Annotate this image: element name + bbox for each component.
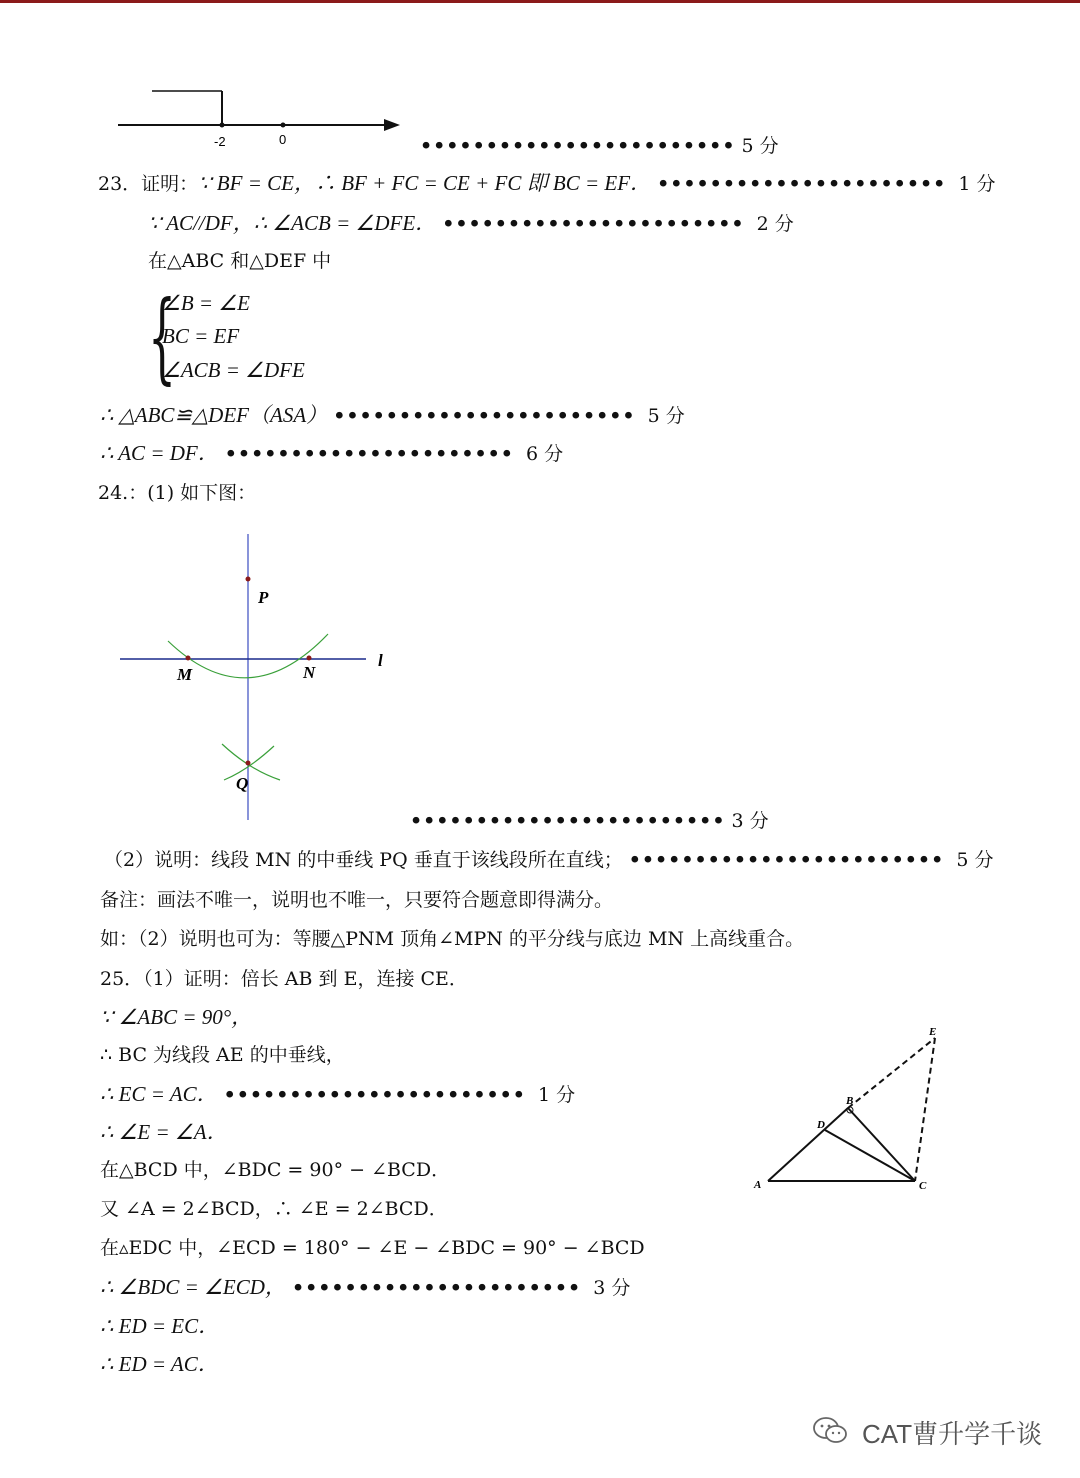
q25-line9-text: ∴ ∠BDC = ∠ECD，: [100, 1275, 286, 1299]
q24-note: 备注：画法不唯一，说明也不唯一，只要符合题意即得满分。: [100, 889, 614, 911]
tri-label-d: D: [817, 1119, 825, 1131]
q23-line1: 23．证明：∵ BF = CE，∴ BF + FC = CE + FC 即 BC = EF． •••••••••••••••••••••• 1 分: [98, 171, 996, 195]
q24-line2-text: （2）说明：线段 MN 的中垂线 PQ 垂直于该线段所在直线；: [104, 849, 623, 871]
q25-line9: ∴ ∠BDC = ∠ECD， •••••••••••••••••••••• 3 分: [100, 1275, 631, 1299]
system-eq1: ∠B = ∠E: [162, 291, 250, 315]
system-eq3: ∠ACB = ∠DFE: [162, 358, 305, 382]
q25-line2: ∵ ∠ABC = 90°，: [100, 1005, 253, 1029]
q24-line2: （2）说明：线段 MN 的中垂线 PQ 垂直于该线段所在直线； •••••••••••••••••••••••• 5 分: [104, 849, 994, 871]
label-p: P: [258, 588, 269, 607]
q23-line4-score: 5 分: [647, 405, 685, 427]
q24-line1: 24.：(1) 如下图：: [98, 482, 257, 504]
triangle-figure: [750, 1020, 960, 1200]
q23-line2: ∵ AC//DF，∴ ∠ACB = ∠DFE． ••••••••••••••••••••••• 2 分: [148, 211, 794, 235]
q24-score1: 3 分: [731, 810, 769, 832]
tri-label-c: C: [919, 1180, 927, 1192]
q25-line4-score: 1 分: [538, 1084, 576, 1106]
number-line-figure: [110, 80, 410, 155]
tri-label-e: E: [929, 1026, 937, 1038]
q23-number: 23．证明：: [98, 173, 199, 195]
tick-0: 0: [279, 132, 287, 147]
perpendicular-bisector-figure: [110, 530, 400, 820]
q23-line2-score: 2 分: [756, 213, 794, 235]
numberline-score-line: •••••••••••••••••••••••• 5 分: [420, 135, 779, 157]
q25-line10: ∴ ED = EC．: [100, 1314, 220, 1338]
watermark-text: CAT曹升学千谈: [862, 1419, 1043, 1449]
q23-line3: 在△ABC 和△DEF 中: [148, 250, 332, 272]
q24-line2-score: 5 分: [956, 849, 994, 871]
q23-line4-text: ∴ △ABC≌△DEF（ASA）: [100, 403, 328, 427]
wechat-icon: [812, 1416, 848, 1446]
q24-score1-line: •••••••••••••••••••••••• 3 分: [410, 810, 769, 832]
system-brace: {: [148, 281, 177, 395]
q25-line3: ∴ BC 为线段 AE 的中垂线，: [100, 1044, 345, 1066]
q25-line8: 在▵EDC 中，∠ECD = 180° − ∠E − ∠BDC = 90° − ∠BCD: [100, 1237, 645, 1259]
arc-q1: [222, 744, 280, 780]
q23-line2-text: ∵ AC//DF，∴ ∠ACB = ∠DFE．: [148, 211, 437, 235]
q23-line5-score: 6 分: [526, 443, 564, 465]
q23-line5: ∴ AC = DF． •••••••••••••••••••••• 6 分: [100, 441, 564, 465]
label-q: Q: [236, 774, 249, 793]
label-l: l: [378, 651, 383, 670]
watermark: [812, 1412, 1052, 1452]
top-border: [0, 0, 1080, 3]
q23-line1-text: ∵ BF = CE，∴ BF + FC = CE + FC 即 BC = EF．: [198, 171, 652, 195]
label-m: M: [177, 665, 193, 684]
q25-line5: ∴ ∠E = ∠A．: [100, 1120, 228, 1144]
q25-line7: 又 ∠A = 2∠BCD，∴ ∠E = 2∠BCD．: [100, 1198, 448, 1220]
label-n: N: [303, 663, 316, 682]
q23-line4: ∴ △ABC≌△DEF（ASA） ••••••••••••••••••••••• 5 分: [100, 403, 685, 427]
q25-line11: ∴ ED = AC．: [100, 1352, 219, 1376]
q23-line5-text: ∴ AC = DF．: [100, 441, 219, 465]
system-eq2: BC = EF: [162, 324, 240, 348]
tri-label-b: B: [846, 1095, 854, 1107]
q23-line1-score: 1 分: [958, 173, 996, 195]
q25-line4: ∴ EC = AC． ••••••••••••••••••••••• 1 分: [100, 1082, 576, 1106]
q25-line1: 25．（1）证明：倍长 AB 到 E，连接 CE．: [100, 968, 468, 990]
numberline-score: 5 分: [741, 135, 779, 157]
q24-example: 如：（2）说明也可为：等腰△PNM 顶角∠MPN 的平分线与底边 MN 上高线重合。: [100, 928, 805, 950]
tick-neg2: -2: [214, 134, 226, 149]
tri-label-a: A: [754, 1179, 762, 1191]
q25-line6: 在△BCD 中，∠BDC = 90° − ∠BCD．: [100, 1159, 451, 1181]
q25-line4-text: ∴ EC = AC．: [100, 1082, 218, 1106]
q25-line9-score: 3 分: [593, 1277, 631, 1299]
